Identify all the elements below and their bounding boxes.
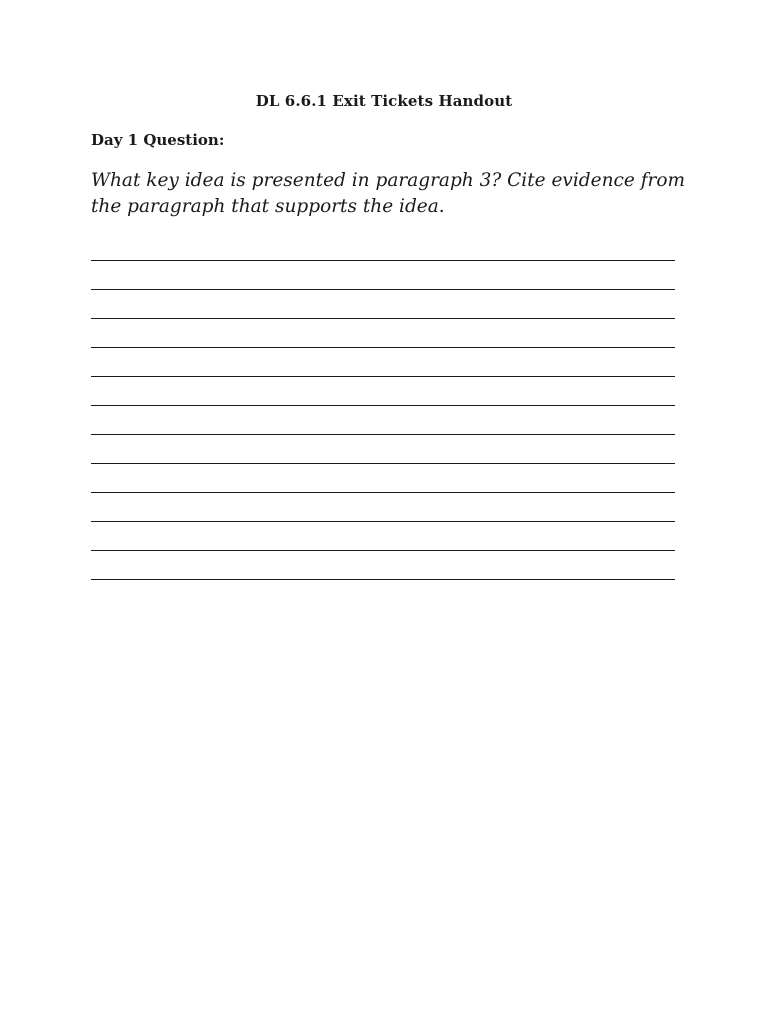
answer-line <box>91 261 675 290</box>
question-text: What key idea is presented in paragraph 3? Cite evidence from the paragraph that supports the idea. <box>91 170 686 217</box>
answer-lines <box>91 260 675 580</box>
answer-line <box>91 464 675 493</box>
answer-line <box>91 377 675 406</box>
day-question-label: Day 1 Question: <box>91 131 225 149</box>
handout-title: DL 6.6.1 Exit Tickets Handout <box>255 92 513 110</box>
answer-line <box>91 348 675 377</box>
answer-line <box>91 435 675 464</box>
answer-line <box>91 290 675 319</box>
answer-line <box>91 319 675 348</box>
answer-line <box>91 551 675 580</box>
answer-line <box>91 522 675 551</box>
answer-line <box>91 493 675 522</box>
answer-line <box>91 406 675 435</box>
